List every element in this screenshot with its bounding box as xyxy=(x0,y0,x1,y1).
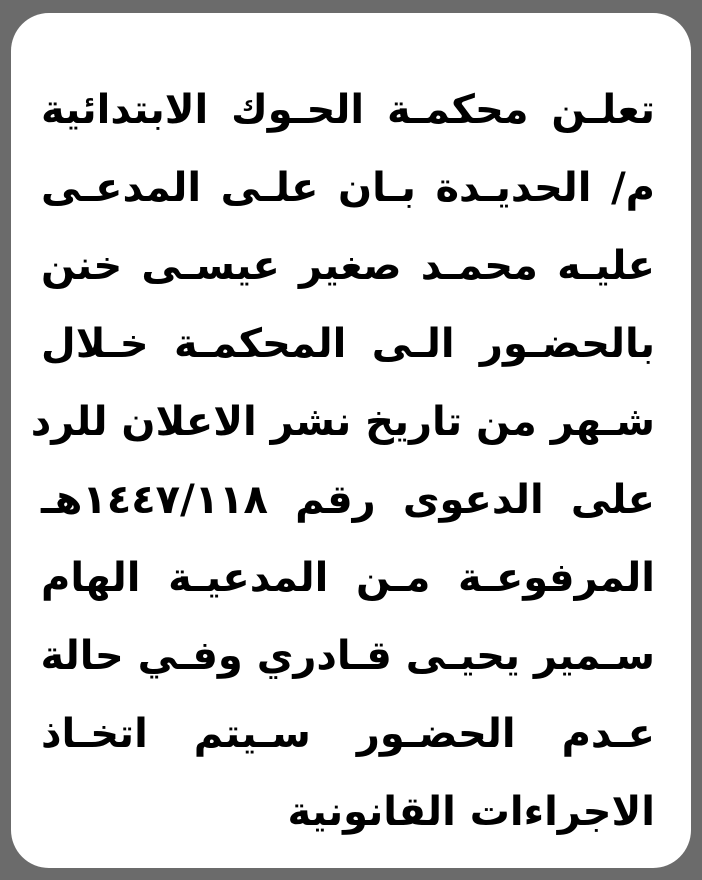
notice-line-9: عـدم الحضـور سـيتم اتخـاذ xyxy=(41,711,655,757)
notice-line-3: عليـه محمـد صغير عيسـى خنن xyxy=(41,243,655,289)
notice-line-10: الاجراءات القانونية xyxy=(287,789,655,835)
notice-line-6: على الدعوى رقم ١٤٤٧/١١٨هـ xyxy=(41,477,655,523)
notice-line-4: بالحضـور الـى المحكمـة خـلال xyxy=(41,321,655,367)
notice-line-2: م/ الحديـدة بـان علـى المدعـى xyxy=(41,165,655,211)
notice-line-8: سـمير يحيـى قـادري وفـي حالة xyxy=(40,633,655,679)
notice-line-5: شـهر من تاريخ نشر الاعلان للرد xyxy=(30,399,655,445)
notice-card xyxy=(11,13,691,868)
notice-line-1: تعلـن محكمـة الحـوك الابتدائية xyxy=(41,87,655,133)
court-notice-text xyxy=(30,71,655,851)
notice-line-7: المرفوعـة مـن المدعيـة الهام xyxy=(41,555,655,601)
